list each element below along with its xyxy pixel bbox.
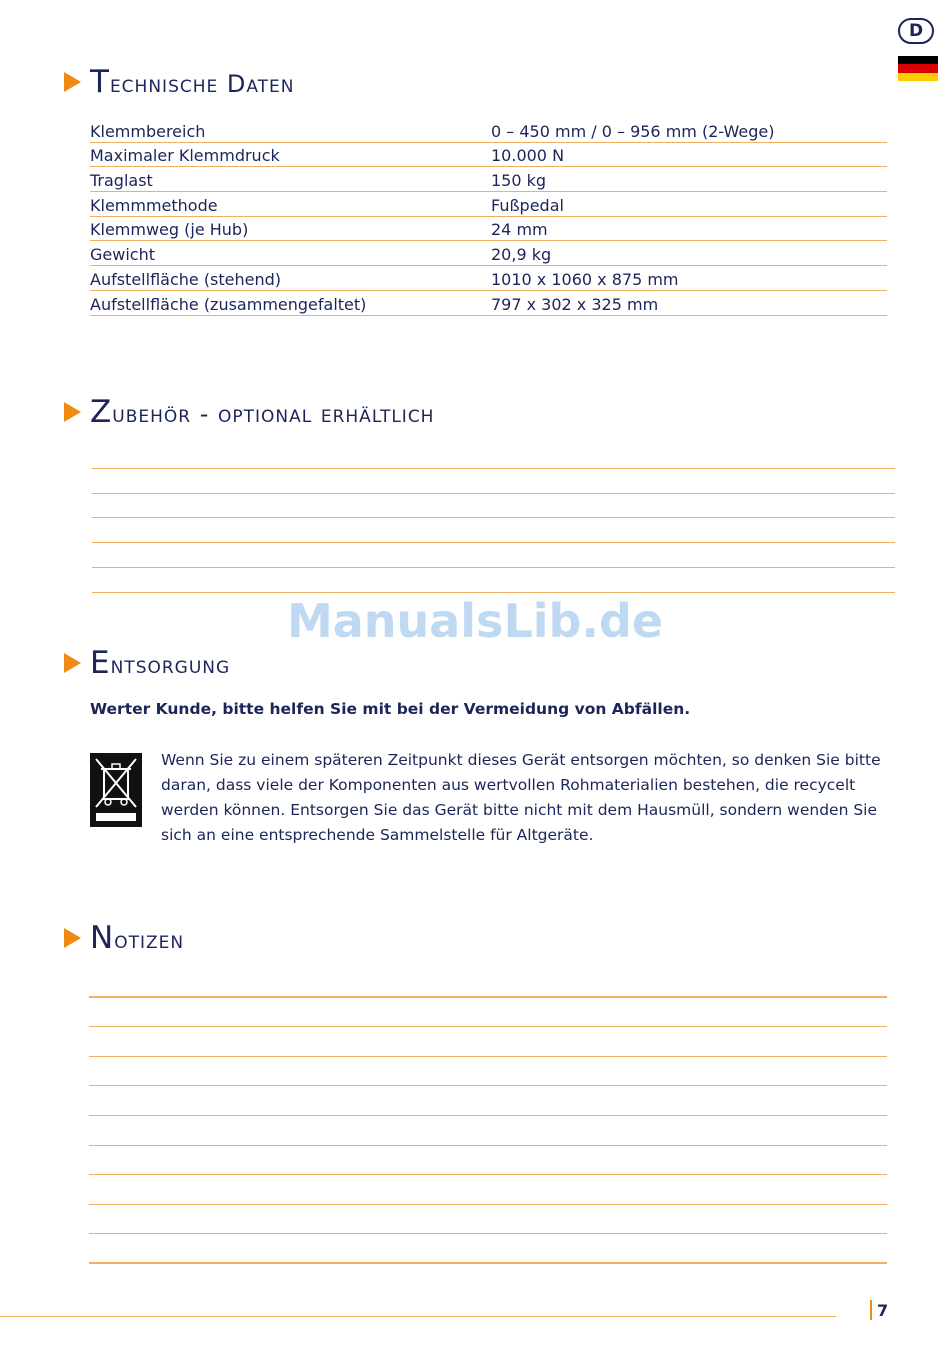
page-number: 7 xyxy=(877,1301,889,1320)
blank-line xyxy=(92,543,895,568)
weee-crossed-bin-icon xyxy=(90,753,142,827)
spec-row xyxy=(90,192,887,217)
spec-row xyxy=(90,217,887,242)
watermark: ManualsLib.de xyxy=(286,594,664,648)
blank-line xyxy=(92,568,895,593)
page-number-bar xyxy=(870,1300,872,1320)
triangle-bullet-icon xyxy=(64,402,81,422)
spec-value: 797 x 302 x 325 mm xyxy=(491,294,659,314)
footer-divider xyxy=(0,1316,836,1317)
blank-line xyxy=(92,469,895,494)
disposal-body-text: Wenn Sie zu einem späteren Zeitpunkt dieses Gerät entsorgen möchten, so denken Sie bitte daran, dass viele der Komponenten aus wertvollen Rohmaterialien bestehen, die recycelt werden können. Entsorgen Sie das Gerät bitte nicht mit dem Hausmüll, sondern wenden Sie sich an eine entsprechende Sammelstelle für Altgeräte. xyxy=(161,751,881,844)
blank-line xyxy=(92,444,895,469)
spec-label: Klemmbereich xyxy=(90,121,206,141)
spec-label: Klemmmethode xyxy=(90,195,218,215)
spec-table xyxy=(90,118,887,316)
blank-line xyxy=(92,518,895,543)
spec-row xyxy=(90,291,887,316)
spec-value: 1010 x 1060 x 875 mm xyxy=(491,269,679,289)
triangle-bullet-icon xyxy=(64,653,81,673)
spec-label: Aufstellfläche (stehend) xyxy=(90,269,282,289)
blank-line xyxy=(89,1086,887,1116)
spec-value: Fußpedal xyxy=(491,195,564,215)
blank-line xyxy=(89,1175,887,1205)
blank-line xyxy=(89,1234,887,1264)
spec-value: 0 – 450 mm / 0 – 956 mm (2-Wege) xyxy=(491,121,775,141)
section-technical-data-heading: Technische Daten xyxy=(64,64,295,100)
spec-label: Maximaler Klemmdruck xyxy=(90,146,280,166)
spec-value: 10.000 N xyxy=(491,146,565,166)
blank-line xyxy=(89,1027,887,1057)
blank-line xyxy=(89,1057,887,1087)
disposal-lead-text: Werter Kunde, bitte helfen Sie mit bei der Vermeidung von Abfällen. xyxy=(90,700,691,718)
triangle-bullet-icon xyxy=(64,72,81,92)
spec-value: 24 mm xyxy=(491,220,548,240)
spec-row xyxy=(90,241,887,266)
blank-line xyxy=(89,1205,887,1235)
spec-label: Gewicht xyxy=(90,245,155,265)
section-disposal-heading: Entsorgung xyxy=(64,645,230,681)
section-accessories-heading: Zubehör - optional erhältlich xyxy=(64,394,434,430)
spec-row xyxy=(90,266,887,291)
blank-line xyxy=(89,968,887,998)
blank-line xyxy=(89,998,887,1028)
accessories-blank-lines xyxy=(92,444,895,593)
spec-label: Klemmweg (je Hub) xyxy=(90,220,249,240)
spec-row xyxy=(90,167,887,192)
blank-line xyxy=(92,494,895,519)
blank-line xyxy=(89,1146,887,1176)
language-badge: D xyxy=(898,18,934,44)
spec-label: Aufstellfläche (zusammengefaltet) xyxy=(90,294,367,314)
notes-blank-lines xyxy=(89,968,887,1264)
section-notes-heading: Notizen xyxy=(64,920,184,956)
spec-value: 150 kg xyxy=(491,171,547,191)
blank-line xyxy=(89,1116,887,1146)
german-flag-icon xyxy=(898,56,938,81)
spec-value: 20,9 kg xyxy=(491,245,552,265)
spec-label: Traglast xyxy=(90,171,153,191)
spec-row xyxy=(90,143,887,168)
triangle-bullet-icon xyxy=(64,928,81,948)
spec-row xyxy=(90,118,887,143)
